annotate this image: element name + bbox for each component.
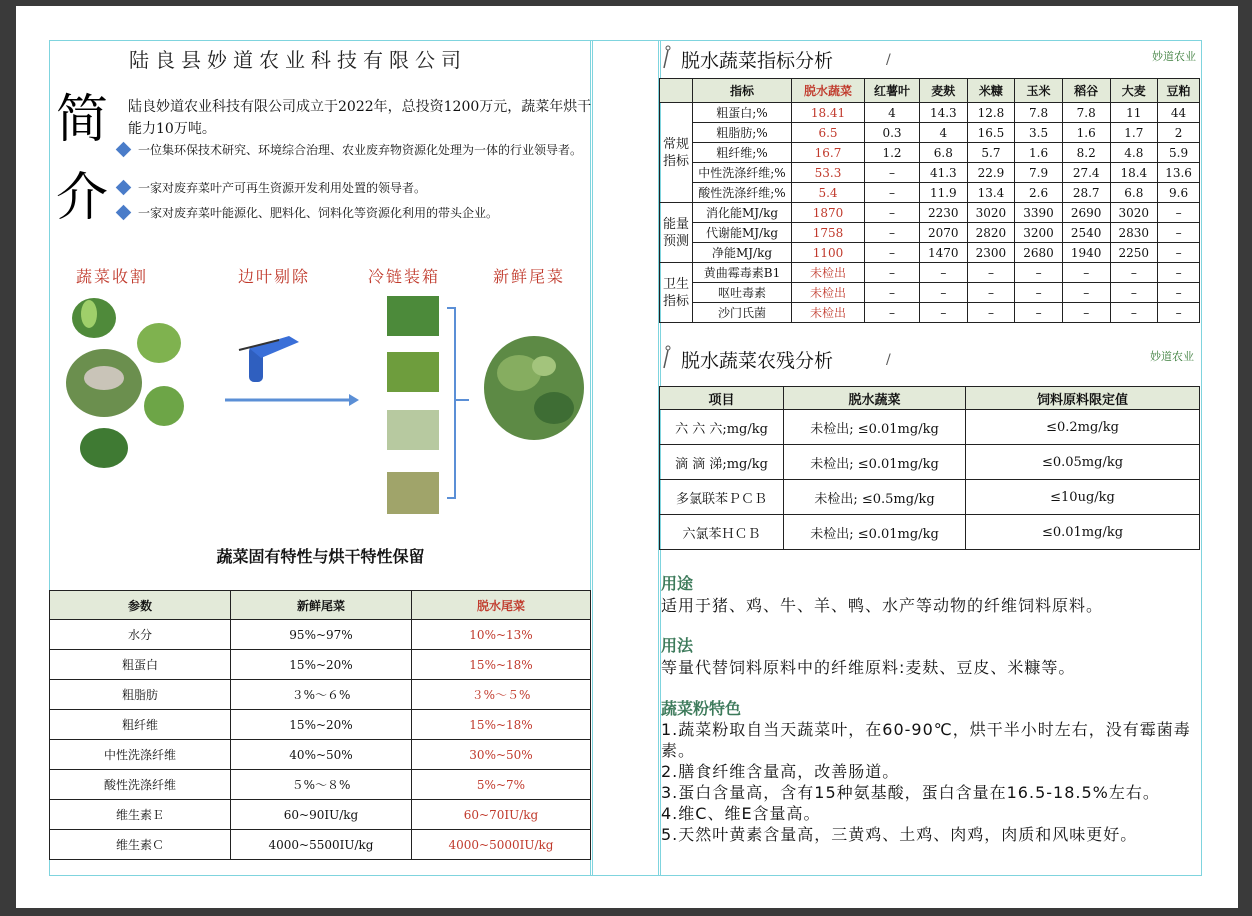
limit-cell: ≤0.01mg/kg — [966, 515, 1200, 550]
feature-line: 3.蛋白含量高，含有15种氨基酸，蛋白含量在16.5-18.5%左右。 — [661, 783, 1160, 802]
value-cell: – — [967, 283, 1015, 303]
value-cell: 3.5 — [1015, 123, 1063, 143]
dried-value-cell: ３%～５% — [412, 680, 591, 710]
value-cell: 未检出 — [792, 263, 865, 283]
fresh-value-cell: 15%~20% — [231, 710, 412, 740]
value-cell: 2300 — [967, 243, 1015, 263]
metric-cell: 粗纤维;% — [693, 143, 792, 163]
fresh-value-cell: 60~90IU/kg — [231, 800, 412, 830]
residue-brand-label: 妙道农业 — [1150, 350, 1194, 363]
table-row — [50, 800, 591, 830]
retention-header-param: 参数 — [50, 591, 231, 620]
intro-heading-char-1: 简 — [56, 90, 109, 150]
table-row — [660, 223, 1200, 243]
value-cell: 41.3 — [920, 163, 968, 183]
fresh-value-cell: 95%~97% — [231, 620, 412, 650]
value-cell: 5.7 — [967, 143, 1015, 163]
value-cell: 1870 — [792, 203, 865, 223]
table-row — [50, 650, 591, 680]
value-cell: 16.5 — [967, 123, 1015, 143]
param-cell: 维生素Ｅ — [50, 800, 231, 830]
value-cell: 14.3 — [920, 103, 968, 123]
table-row — [50, 710, 591, 740]
residue-header-row — [660, 387, 1200, 410]
intro-heading-char-2: 介 — [56, 168, 109, 228]
intro-paragraph: 陆良妙道农业科技有限公司成立于2022年，总投资1200万元，蔬菜年烘干能力10万吨。 — [128, 99, 592, 137]
index-header-cell: 麦麸 — [920, 79, 968, 103]
value-cell: 7.8 — [1015, 103, 1063, 123]
value-cell: 5.9 — [1158, 143, 1200, 163]
value-cell: 2820 — [967, 223, 1015, 243]
metric-cell: 粗蛋白;% — [693, 103, 792, 123]
value-cell: 2830 — [1110, 223, 1158, 243]
company-name: 陆良县妙道农业科技有限公司 — [129, 48, 467, 72]
value-cell: 27.4 — [1062, 163, 1110, 183]
value-cell: 3020 — [967, 203, 1015, 223]
value-cell: – — [1158, 243, 1200, 263]
value-cell: 12.8 — [967, 103, 1015, 123]
value-cell: – — [1110, 303, 1158, 323]
arrow-head-icon — [349, 394, 359, 406]
param-cell: 粗纤维 — [50, 710, 231, 740]
value-cell: 6.5 — [792, 123, 865, 143]
value-cell: 4.8 — [1110, 143, 1158, 163]
value-cell: 2230 — [920, 203, 968, 223]
title-accent-mark: / — [886, 52, 891, 68]
table-row — [660, 243, 1200, 263]
index-header-cell: 稻谷 — [1062, 79, 1110, 103]
limit-cell: ≤0.2mg/kg — [966, 410, 1200, 445]
value-cell: 28.7 — [1062, 183, 1110, 203]
leaf-ornament-icon — [661, 344, 673, 370]
fresh-value-cell: 15%~20% — [231, 650, 412, 680]
usage-heading: 用途 — [661, 574, 694, 593]
trimming-hand-image — [239, 336, 299, 382]
residue-header-cell: 脱水蔬菜 — [784, 387, 966, 410]
step-label-fresh-tail: 新鲜尾菜 — [493, 267, 566, 286]
index-header-cell: 米糠 — [967, 79, 1015, 103]
value-cell: 18.4 — [1110, 163, 1158, 183]
usage-text: 适用于猪、鸡、牛、羊、鸭、水产等动物的纤维饲料原料。 — [661, 596, 1104, 615]
index-header-group — [660, 79, 693, 103]
value-cell: 未检出 — [792, 303, 865, 323]
param-cell: 水分 — [50, 620, 231, 650]
value-cell: 9.6 — [1158, 183, 1200, 203]
intro-bullet: 一位集环保技术研究、环境综合治理、农业废弃物资源化处理为一体的行业领导者。 — [116, 140, 606, 178]
diamond-bullet-icon — [116, 180, 132, 196]
value-cell: – — [1015, 303, 1063, 323]
value-cell: 2540 — [1062, 223, 1110, 243]
index-analysis-title: 脱水蔬菜指标分析 — [681, 50, 834, 72]
value-cell: 7.8 — [1062, 103, 1110, 123]
table-row — [660, 103, 1200, 123]
value-cell: 18.41 — [792, 103, 865, 123]
value-cell: – — [1158, 223, 1200, 243]
value-cell: – — [920, 283, 968, 303]
value-cell: 1.7 — [1110, 123, 1158, 143]
residue-table — [659, 386, 1200, 550]
fresh-value-cell: 4000~5500IU/kg — [231, 830, 412, 860]
table-row — [660, 203, 1200, 223]
limit-cell: ≤0.05mg/kg — [966, 445, 1200, 480]
value-cell: 53.3 — [792, 163, 865, 183]
fresh-value-cell: ５%～８% — [231, 770, 412, 800]
value-cell: 6.8 — [920, 143, 968, 163]
index-header-cell: 指标 — [693, 79, 792, 103]
value-cell: – — [865, 223, 920, 243]
value-cell: – — [1158, 303, 1200, 323]
value-cell: 8.2 — [1062, 143, 1110, 163]
value-cell: 3020 — [1110, 203, 1158, 223]
value-cell: 1.6 — [1015, 143, 1063, 163]
step-label-trim: 边叶剔除 — [238, 267, 311, 286]
value-cell: – — [1110, 283, 1158, 303]
cold-chain-boxes-image — [387, 296, 439, 514]
metric-cell: 呕吐毒素 — [693, 283, 792, 303]
value-cell: 13.6 — [1158, 163, 1200, 183]
table-row — [660, 143, 1200, 163]
item-cell: 滴 滴 涕;mg/kg — [660, 445, 784, 480]
value-cell: 2690 — [1062, 203, 1110, 223]
table-row — [50, 620, 591, 650]
retention-header-fresh: 新鲜尾菜 — [231, 591, 412, 620]
fresh-value-cell: 40%~50% — [231, 740, 412, 770]
value-cell: 22.9 — [967, 163, 1015, 183]
diamond-bullet-icon — [116, 142, 132, 158]
value-cell: 2 — [1158, 123, 1200, 143]
features-heading: 蔬菜粉特色 — [661, 699, 742, 718]
title-accent-mark: / — [886, 352, 891, 368]
value-cell: 3390 — [1015, 203, 1063, 223]
value-cell: – — [1062, 263, 1110, 283]
metric-cell: 酸性洗涤纤维;% — [693, 183, 792, 203]
index-header-row — [660, 79, 1200, 103]
value-cell: – — [1062, 283, 1110, 303]
index-header-cell: 大麦 — [1110, 79, 1158, 103]
retention-table — [49, 590, 591, 860]
intro-bullets — [116, 140, 606, 228]
value-cell: – — [1062, 303, 1110, 323]
value-cell: 1100 — [792, 243, 865, 263]
value-cell: 11 — [1110, 103, 1158, 123]
leaf-ornament-icon — [661, 44, 673, 70]
group-label-cell: 卫生指标 — [660, 263, 693, 323]
index-brand-label: 妙道农业 — [1152, 50, 1196, 63]
value-cell: – — [1158, 263, 1200, 283]
value-cell: 1470 — [920, 243, 968, 263]
result-cell: 未检出; ≤0.01mg/kg — [784, 515, 966, 550]
value-cell: 6.8 — [1110, 183, 1158, 203]
metric-cell: 黄曲霉毒素B1 — [693, 263, 792, 283]
retention-header-dried: 脱水尾菜 — [412, 591, 591, 620]
table-row — [660, 183, 1200, 203]
step-label-harvest: 蔬菜收割 — [76, 267, 149, 286]
dried-value-cell: 5%~7% — [412, 770, 591, 800]
result-cell: 未检出; ≤0.5mg/kg — [784, 480, 966, 515]
value-cell: 2.6 — [1015, 183, 1063, 203]
dried-value-cell: 15%~18% — [412, 710, 591, 740]
value-cell: 13.4 — [967, 183, 1015, 203]
value-cell: 11.9 — [920, 183, 968, 203]
value-cell: 1.2 — [865, 143, 920, 163]
table-row — [50, 740, 591, 770]
value-cell: – — [865, 183, 920, 203]
dried-value-cell: 10%~13% — [412, 620, 591, 650]
value-cell: – — [1158, 203, 1200, 223]
table-row — [50, 830, 591, 860]
dried-value-cell: 30%~50% — [412, 740, 591, 770]
value-cell: 0.3 — [865, 123, 920, 143]
param-cell: 酸性洗涤纤维 — [50, 770, 231, 800]
value-cell: – — [1158, 283, 1200, 303]
residue-analysis-title: 脱水蔬菜农残分析 — [681, 350, 834, 372]
value-cell: 44 — [1158, 103, 1200, 123]
intro-bullet: 一家对废弃菜叶产可再生资源开发利用处置的领导者。 — [116, 178, 606, 203]
value-cell: 4 — [920, 123, 968, 143]
index-header-cell: 豆粕 — [1158, 79, 1200, 103]
param-cell: 维生素Ｃ — [50, 830, 231, 860]
value-cell: – — [865, 283, 920, 303]
value-cell: – — [865, 263, 920, 283]
metric-cell: 净能MJ/kg — [693, 243, 792, 263]
value-cell: – — [920, 303, 968, 323]
table-row — [660, 263, 1200, 283]
table-row — [660, 410, 1200, 445]
fresh-tail-heap-image — [484, 336, 584, 440]
metric-cell: 粗脂肪;% — [693, 123, 792, 143]
residue-header-cell: 项目 — [660, 387, 784, 410]
process-illustration — [49, 288, 591, 518]
feature-line: 5.天然叶黄素含量高，三黄鸡、土鸡、肉鸡，肉质和风味更好。 — [661, 825, 1138, 844]
index-header-cell: 玉米 — [1015, 79, 1063, 103]
value-cell: 2250 — [1110, 243, 1158, 263]
value-cell: – — [865, 163, 920, 183]
table-row — [660, 445, 1200, 480]
intro-bullet: 一家对废弃菜叶能源化、肥料化、饲料化等资源化利用的带头企业。 — [116, 203, 606, 228]
value-cell: 16.7 — [792, 143, 865, 163]
table-row — [660, 283, 1200, 303]
param-cell: 粗脂肪 — [50, 680, 231, 710]
value-cell: – — [1110, 263, 1158, 283]
bracket-connector — [447, 308, 469, 498]
value-cell: 1940 — [1062, 243, 1110, 263]
index-header-cell: 红薯叶 — [865, 79, 920, 103]
value-cell: 2070 — [920, 223, 968, 243]
result-cell: 未检出; ≤0.01mg/kg — [784, 410, 966, 445]
index-table — [659, 78, 1200, 323]
result-cell: 未检出; ≤0.01mg/kg — [784, 445, 966, 480]
dried-value-cell: 60~70IU/kg — [412, 800, 591, 830]
table-row — [660, 515, 1200, 550]
dried-value-cell: 15%~18% — [412, 650, 591, 680]
dried-value-cell: 4000~5000IU/kg — [412, 830, 591, 860]
table-row — [660, 303, 1200, 323]
fresh-value-cell: ３%～６% — [231, 680, 412, 710]
item-cell: 六氯苯ＨＣＢ — [660, 515, 784, 550]
item-cell: 六 六 六;mg/kg — [660, 410, 784, 445]
harvest-vegetables-image — [66, 298, 184, 468]
table-row — [660, 123, 1200, 143]
value-cell: – — [967, 303, 1015, 323]
feature-line: 1.蔬菜粉取自当天蔬菜叶，在60-90℃，烘干半小时左右，没有霉菌毒素。 — [661, 720, 1191, 760]
document-page — [16, 6, 1238, 908]
table-row — [660, 163, 1200, 183]
index-header-cell: 脱水蔬菜 — [792, 79, 865, 103]
metric-cell: 消化能MJ/kg — [693, 203, 792, 223]
value-cell: 2680 — [1015, 243, 1063, 263]
metric-cell: 沙门氏菌 — [693, 303, 792, 323]
step-label-cold-chain: 冷链装箱 — [368, 267, 441, 286]
feature-line: 4.维C、维E含量高。 — [661, 804, 821, 823]
retention-header-row — [50, 591, 591, 620]
value-cell: 5.4 — [792, 183, 865, 203]
value-cell: – — [865, 203, 920, 223]
value-cell: – — [920, 263, 968, 283]
table-row — [660, 480, 1200, 515]
value-cell: 未检出 — [792, 283, 865, 303]
value-cell: 1.6 — [1062, 123, 1110, 143]
value-cell: 7.9 — [1015, 163, 1063, 183]
value-cell: – — [1015, 283, 1063, 303]
table-row — [50, 770, 591, 800]
residue-header-cell: 饲料原料限定值 — [966, 387, 1200, 410]
value-cell: – — [967, 263, 1015, 283]
method-text: 等量代替饲料原料中的纤维原料:麦麸、豆皮、米糠等。 — [661, 658, 1076, 677]
value-cell: – — [1015, 263, 1063, 283]
retention-title: 蔬菜固有特性与烘干特性保留 — [216, 547, 425, 566]
group-label-cell: 常规指标 — [660, 103, 693, 203]
limit-cell: ≤10ug/kg — [966, 480, 1200, 515]
value-cell: – — [865, 303, 920, 323]
value-cell: – — [865, 243, 920, 263]
value-cell: 3200 — [1015, 223, 1063, 243]
value-cell: 1758 — [792, 223, 865, 243]
diamond-bullet-icon — [116, 205, 132, 221]
metric-cell: 中性洗涤纤维;% — [693, 163, 792, 183]
features-list — [661, 719, 1201, 845]
table-row — [50, 680, 591, 710]
feature-line: 2.膳食纤维含量高，改善肠道。 — [661, 762, 900, 781]
group-label-cell: 能量预测 — [660, 203, 693, 263]
value-cell: 4 — [865, 103, 920, 123]
metric-cell: 代谢能MJ/kg — [693, 223, 792, 243]
param-cell: 中性洗涤纤维 — [50, 740, 231, 770]
item-cell: 多氯联苯ＰＣＢ — [660, 480, 784, 515]
method-heading: 用法 — [661, 636, 694, 655]
param-cell: 粗蛋白 — [50, 650, 231, 680]
